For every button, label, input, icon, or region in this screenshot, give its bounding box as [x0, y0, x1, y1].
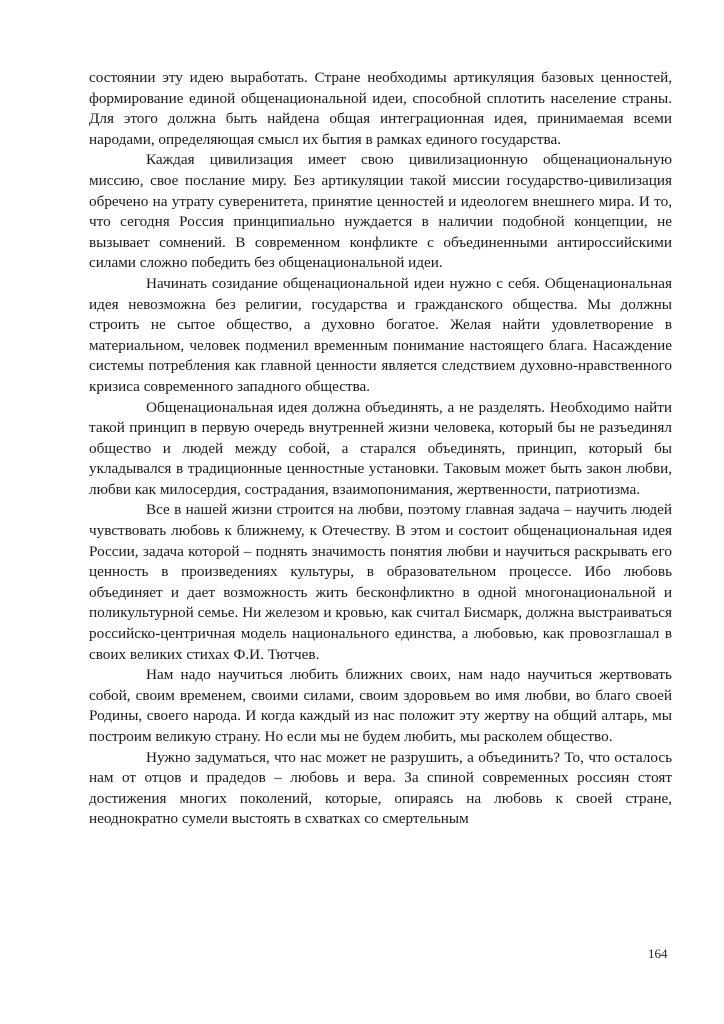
paragraph-1: состоянии эту идею выработать. Стране необходимы артикуляция базовых ценностей, формирование единой общенациональной идеи, способной сплотить население страны. Для этого должна быть найдена общая интеграционная идея, принимаемая всеми народами, определяющая смысл их бытия в рамках единого государства. [89, 69, 672, 148]
paragraph-7: Нужно задуматься, что нас может не разрушить, а объединить? То, что осталось нам от отцов и прадедов – любовь и вера. За спиной современных россиян стоят достижения многих поколений, которые, опираясь на любовь к своей стране, неоднократно сумели выстоять в схватках со смертельным [89, 748, 672, 828]
document-page [89, 68, 672, 830]
paragraph-5: Все в нашей жизни строится на любви, поэтому главная задача – научить людей чувствовать любовь к ближнему, к Отечеству. В этом и состоит общенациональная идея России, задача которой – поднять значимость понятия любви и научиться раскрывать его ценность в произведениях культуры, в образовательном процессе. Ибо любовь объединяет и дает возможность жить бесконфликтно в одной многонациональной и поликультурной семье. Ни железом и кровью, как считал Бисмарк, должна выстраиваться российско-центричная модель национального единства, а любовью, как провозглашал в своих великих стихах Ф.И. Тютчев. [89, 501, 672, 663]
page-number: 164 [648, 946, 668, 961]
paragraph-3: Начинать созидание общенациональной идеи нужно с себя. Общенациональная идея невозможна без религии, государства и гражданского общества. Мы должны строить не сытое общество, а духовно богатое. Желая найти удовлетворение в материальном, человек подменил временным понимание настоящего блага. Насаждение системы потребления как главной ценности является следствием духовно-нравственного кризиса современного западного общества. [89, 274, 672, 395]
paragraph-2: Каждая цивилизация имеет свою цивилизационную общенациональную миссию, свое послание миру. Без артикуляции такой миссии государство-цивилизация обречено на утрату суверенитета, принятие ценностей и идеологем внешнего мира. И то, что сегодня Россия принципиально нуждается в наличии подобной концепции, не вызывает сомнений. В современном конфликте с объединенными антироссийскими силами сложно победить без общенациональной идеи. [89, 151, 672, 272]
paragraph-4: Общенациональная идея должна объединять, а не разделять. Необходимо найти такой принцип в первую очередь внутренней жизни человека, который бы не разъединял общество и людей между собой, а старался объединять, принцип, который бы укладывался в традиционные ценностные установки. Таковым может быть закон любви, любви как милосердия, сострадания, взаимопонимания, жертвенности, патриотизма. [89, 398, 672, 498]
paragraph-6: Нам надо научиться любить ближних своих, нам надо научиться жертвовать собой, своим временем, своими силами, своим здоровьем во имя любви, во благо своей Родины, своего народа. И когда каждый из нас положит эту жертву на общий алтарь, мы построим великую страну. Но если мы не будем любить, мы расколем общество. [89, 666, 672, 745]
